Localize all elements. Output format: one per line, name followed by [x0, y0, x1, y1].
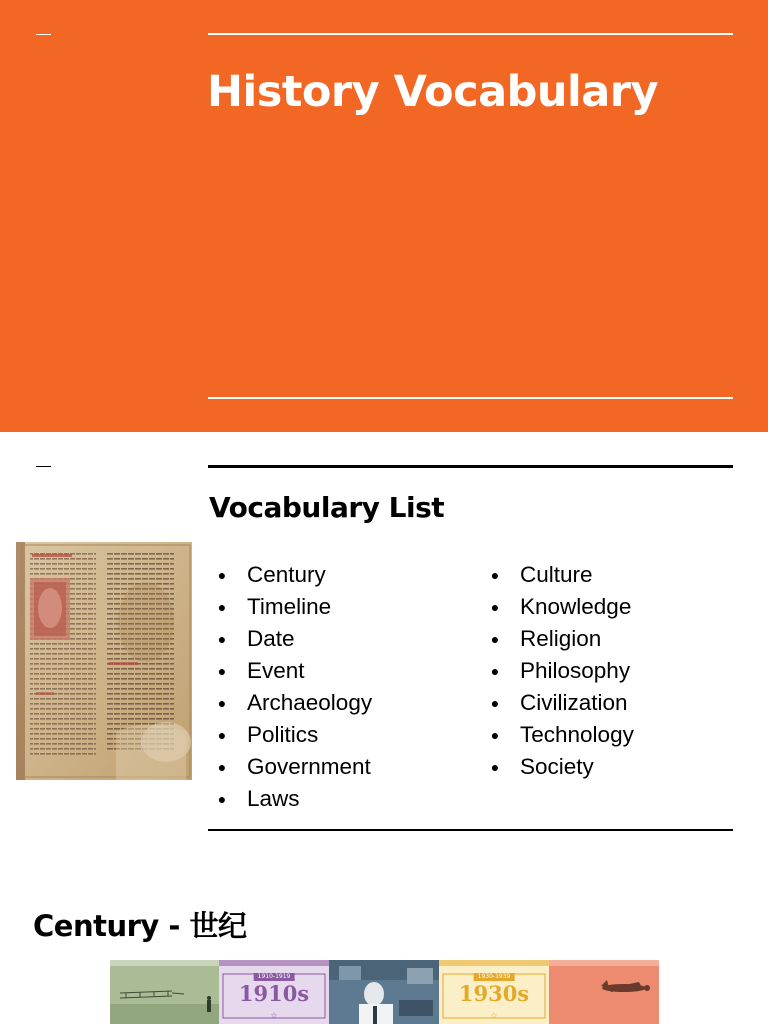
vocab-term: Laws — [247, 786, 300, 811]
vocab-term: Civilization — [520, 690, 628, 715]
decade-range-label: 1930-1939 — [474, 973, 515, 981]
slide-title: History Vocabulary — [207, 67, 658, 117]
top-rule — [208, 33, 733, 35]
bullet-icon: ● — [490, 663, 500, 679]
list-item — [212, 751, 372, 783]
star-icon: ☆ — [490, 1011, 498, 1020]
bullet-icon: ● — [490, 599, 500, 615]
vocab-term: Religion — [520, 626, 602, 651]
vocabulary-column-right — [485, 559, 634, 783]
decade-label: 1930s — [458, 981, 530, 1006]
vocab-term: Timeline — [247, 594, 332, 619]
vocabulary-column-left — [212, 559, 372, 815]
vocab-term: Philosophy — [520, 658, 631, 683]
vocab-term: Event — [247, 658, 305, 683]
early-airplane-photo — [110, 960, 219, 1024]
list-item — [212, 687, 372, 719]
bullet-icon: ● — [490, 727, 500, 743]
list-item — [212, 783, 372, 815]
decades-image-strip — [110, 960, 659, 1024]
decade-panel-1930s — [439, 960, 549, 1024]
bullet-icon: ● — [490, 631, 500, 647]
vocab-term: Archaeology — [247, 690, 373, 715]
vocab-term: Century — [247, 562, 326, 587]
list-item — [485, 655, 634, 687]
title-slide — [0, 0, 768, 432]
vocab-term: Politics — [247, 722, 319, 747]
vocab-term: Culture — [520, 562, 593, 587]
vocab-term: Date — [247, 626, 295, 651]
list-item — [212, 559, 372, 591]
vocab-term: Society — [520, 754, 594, 779]
bullet-icon: ● — [217, 663, 227, 679]
bullet-icon: ● — [217, 631, 227, 647]
corner-dash — [36, 466, 51, 467]
bullet-icon: ● — [217, 695, 227, 711]
top-rule — [208, 465, 733, 468]
bottom-rule — [208, 397, 733, 399]
star-icon: ☆ — [270, 1011, 278, 1020]
bullet-icon: ● — [490, 567, 500, 583]
century-slide — [0, 864, 768, 1024]
decade-panel-1910s — [219, 960, 329, 1024]
manuscript-page-image — [16, 542, 192, 780]
vocab-term: Knowledge — [520, 594, 632, 619]
bullet-icon: ● — [490, 759, 500, 775]
bullet-icon: ● — [217, 791, 227, 807]
list-item — [212, 591, 372, 623]
list-item — [485, 751, 634, 783]
list-item — [212, 655, 372, 687]
office-worker-photo — [329, 960, 439, 1024]
decade-label: 1910s — [238, 981, 310, 1006]
vocab-term: Technology — [520, 722, 634, 747]
corner-dash — [36, 34, 51, 35]
bullet-icon: ● — [217, 727, 227, 743]
decade-range-label: 1910-1919 — [254, 973, 295, 981]
bullet-icon: ● — [217, 567, 227, 583]
list-item — [212, 623, 372, 655]
list-item — [485, 591, 634, 623]
list-item — [485, 623, 634, 655]
bullet-icon: ● — [217, 759, 227, 775]
slide-heading: Century - 世纪 — [33, 909, 247, 943]
list-item — [485, 719, 634, 751]
vocab-term: Government — [247, 754, 371, 779]
list-item — [485, 687, 634, 719]
list-item — [485, 559, 634, 591]
bullet-icon: ● — [490, 695, 500, 711]
list-item — [212, 719, 372, 751]
warplane-photo — [549, 960, 659, 1024]
slide-heading: Vocabulary List — [209, 491, 445, 524]
bullet-icon: ● — [217, 599, 227, 615]
bottom-rule — [208, 829, 733, 831]
vocabulary-list-slide — [0, 432, 768, 864]
